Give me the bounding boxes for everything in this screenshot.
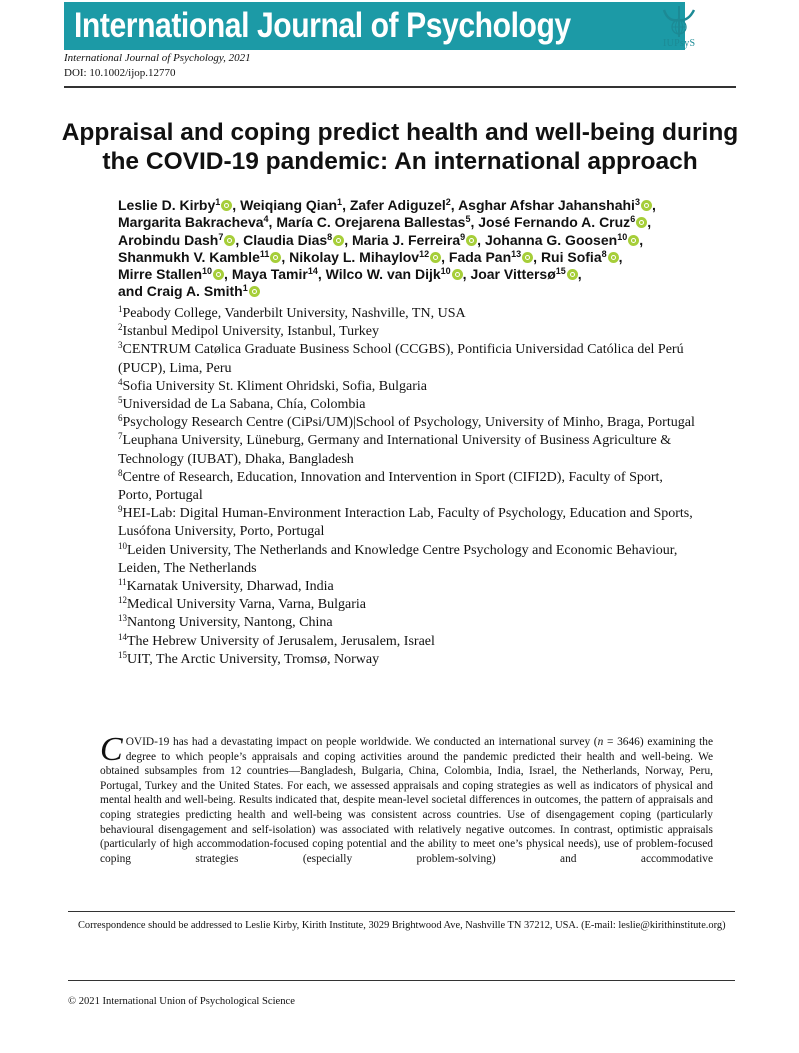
affiliation (118, 432, 698, 468)
affiliation-text: Psychology Research Centre (CiPsi/UM)|School of Psychology, University of Minho, Braga, Portugal (122, 415, 695, 431)
orcid-icon[interactable] (641, 200, 652, 211)
author-name: Margarita Bakracheva (118, 214, 264, 231)
author-affiliation-number: 5 (465, 214, 471, 225)
author-name: Joar Vittersø (470, 266, 556, 283)
author-affiliation-number: 10 (617, 231, 628, 242)
affiliation (118, 578, 698, 596)
author-name: Arobindu Dash (118, 231, 219, 248)
affiliation-text: Peabody College, Vanderbilt University, Nashville, TN, USA (122, 306, 466, 321)
orcid-icon[interactable] (466, 235, 477, 246)
logo-text: IUPsyS (663, 38, 696, 49)
author-name: José Fernando A. Cruz (478, 214, 631, 231)
author-affiliation-number: 11 (259, 248, 270, 259)
affiliation-text: CENTRUM Catølica Graduate Business School (CCGBS), Pontificia Universidad Católica del Perú (PUCP), Lima, Peru (118, 342, 684, 376)
author (350, 197, 458, 213)
affiliation-number: 12 (118, 595, 127, 606)
affiliation-text: Nantong University, Nantong, China (127, 615, 333, 631)
author-affiliation-number: 2 (445, 197, 451, 207)
author (118, 266, 232, 282)
affiliation (118, 469, 698, 505)
author-affiliation-number: 10 (202, 266, 213, 277)
author-name: Asghar Afshar Jahanshahi (458, 197, 635, 213)
author (326, 266, 471, 282)
author-name: Shanmukh V. Kamble (118, 248, 260, 265)
author (243, 232, 352, 248)
orcid-icon[interactable] (567, 269, 578, 280)
author (470, 266, 581, 282)
doi[interactable]: DOI: 10.1002/ijop.12770 (64, 67, 176, 79)
author (118, 214, 276, 230)
author (289, 249, 449, 265)
author-separator: , (344, 231, 352, 248)
affiliation-text: UIT, The Arctic University, Tromsø, Norway (127, 651, 380, 667)
author (352, 232, 485, 248)
affiliation (118, 378, 698, 396)
author-separator: , (577, 266, 582, 283)
abstract-dropcap: C (100, 731, 123, 768)
affiliation (118, 633, 698, 651)
journal-banner-title: International Journal of Psychology (74, 6, 571, 45)
author-separator: , (639, 231, 644, 248)
author (118, 249, 289, 265)
author (276, 214, 478, 230)
affiliation-number: 11 (118, 577, 127, 588)
author-prefix: and (118, 283, 147, 300)
affiliation (118, 323, 698, 341)
author (232, 266, 326, 282)
abstract (100, 731, 713, 866)
affiliation (118, 505, 698, 541)
author-name: Maria J. Ferreira (351, 231, 461, 248)
orcid-icon[interactable] (221, 200, 232, 211)
orcid-icon[interactable] (224, 235, 235, 246)
affiliation-text: The Hebrew University of Jerusalem, Jerusalem, Israel (127, 633, 435, 649)
author (240, 197, 350, 213)
abstract-text-start: OVID-19 has had a devastating impact on people worldwide. We conducted an international survey ( (125, 736, 598, 748)
author-name: Leslie D. Kirby (118, 197, 216, 213)
footer-divider (68, 980, 735, 981)
author-separator: , (235, 231, 244, 248)
journal-citation: International Journal of Psychology, 2021 (64, 52, 251, 64)
affiliation (118, 614, 698, 632)
affiliation (118, 414, 698, 432)
affiliation-text: Leiden University, The Netherlands and Knowledge Centre Psychology and Economic Behaviour, Leiden, The Netherlands (118, 542, 678, 576)
affiliation-number: 14 (118, 631, 127, 642)
author-affiliation-number: 10 (440, 266, 451, 277)
affiliation-number: 3 (118, 340, 123, 351)
author (118, 283, 260, 299)
author-separator: , (441, 248, 449, 265)
author-separator: , (470, 214, 479, 231)
orcid-icon[interactable] (608, 252, 619, 263)
affiliation (118, 542, 698, 578)
author (541, 249, 623, 265)
affiliation (118, 596, 698, 614)
author-separator: , (232, 197, 241, 213)
author-separator: , (647, 214, 652, 231)
header-divider (64, 86, 736, 88)
author-name: Rui Sofia (540, 248, 602, 265)
affiliation-number: 1 (118, 304, 123, 314)
author-affiliation-number: 8 (327, 231, 333, 242)
correspondence-footnote: Correspondence should be addressed to Leslie Kirby, Kirith Institute, 3029 Brightwood Ave, Nashville TN 37212, USA. (E-mail: leslie@kirithinstitute.org) (78, 920, 726, 931)
author-affiliation-number: 15 (555, 266, 566, 277)
affiliation-number: 13 (118, 613, 127, 624)
author-separator: , (618, 248, 623, 265)
author-separator: , (450, 197, 459, 213)
affiliation-number: 10 (118, 540, 127, 551)
author-name: Zafer Adiguzel (349, 197, 446, 213)
orcid-icon[interactable] (430, 252, 441, 263)
author-separator: , (342, 197, 350, 213)
copyright: © 2021 International Union of Psychological Science (68, 996, 295, 1007)
affiliation-number: 6 (118, 413, 123, 424)
orcid-icon[interactable] (452, 269, 463, 280)
author-name: Maya Tamir (231, 266, 308, 283)
author-separator: , (477, 231, 485, 248)
affiliation-text: Sofia University St. Kliment Ohridski, Sofia, Bulgaria (122, 378, 427, 394)
author-affiliation-number: 1 (337, 197, 343, 207)
author-name: Fada Pan (448, 248, 512, 265)
author-name: Nikolay L. Mihaylov (289, 248, 420, 265)
affiliation-text: Medical University Varna, Varna, Bulgaria (127, 597, 366, 613)
affiliation-text: Leuphana University, Lüneburg, Germany and International University of Business Agriculture & Technology (IUBAT), Dhaka, Bangladesh (118, 433, 672, 467)
orcid-icon[interactable] (628, 235, 639, 246)
author-name: Mirre Stallen (118, 266, 203, 283)
orcid-icon[interactable] (270, 252, 281, 263)
affiliation (118, 651, 698, 669)
abstract-text-rest: = 3646) examining the degree to which people’s appraisals and coping activities around the pandemic predicted their health and well-being. We obtained subsamples from 12 countries—Bangladesh, Bulgaria, China, Colombia, India, Israel, the Netherlands, Norway, Peru, Portugal, Turkey and the United States. For each, we assessed appraisals and coping strategies as well as indicators of physical and mental health and well-being. Results indicated that, despite mean-level societal differences in outcomes, the pattern of appraisals and coping strategies predicting health and well-being was consistent across countries. Use of disengagement coping (particularly behavioural disengagement and self-isolation) was associated with relatively negative outcomes. In contrast, optimistic appraisals (particularly of high accommodation-focused coping potential and the ability to meet one’s physical needs), use of problem-focused coping strategies (especially problem-solving) and accommodative (100, 736, 713, 865)
author-affiliation-number: 7 (218, 231, 224, 242)
orcid-icon[interactable] (249, 286, 260, 297)
author-separator: , (651, 197, 656, 213)
affiliation-number: 8 (118, 467, 123, 478)
affiliation (118, 396, 698, 414)
author-affiliation-number: 1 (242, 283, 248, 294)
author-name: Claudia Dias (243, 231, 328, 248)
orcid-icon[interactable] (636, 217, 647, 228)
affiliation (118, 341, 698, 377)
author-separator: , (533, 248, 541, 265)
author (458, 197, 656, 213)
affiliation-text: Karnatak University, Dharwad, India (126, 579, 334, 595)
title-line-2: the COVID-19 pandemic: An international approach (102, 148, 698, 175)
affiliation-text: Universidad de La Sabana, Chía, Colombia (122, 397, 366, 413)
affiliation-text: Centre of Research, Education, Innovation and Intervention in Sport (CIFI2D), Faculty of Sport, Porto, Portugal (118, 469, 663, 504)
abstract-n-symbol: n (597, 736, 604, 748)
author-separator: , (462, 266, 471, 283)
author (449, 249, 541, 265)
author-affiliation-number: 14 (307, 266, 318, 277)
author-affiliation-number: 9 (460, 231, 466, 242)
orcid-icon[interactable] (522, 252, 533, 263)
affiliation-list (118, 305, 698, 669)
author-name: Wilco W. van Dijk (325, 266, 441, 283)
author-name: Johanna G. Goosen (484, 231, 618, 248)
iupsys-emblem-icon (658, 4, 700, 38)
title-line-1: Appraisal and coping predict health and well-being during (61, 119, 739, 146)
author-affiliation-number: 4 (263, 214, 269, 225)
footnote-divider (68, 911, 735, 912)
affiliation-text: HEI-Lab: Digital Human-Environment Interaction Lab, Faculty of Psychology, Education and Sports, Lusófona University, Porto, Portugal (118, 506, 693, 540)
author-name: Weiqiang Qian (240, 197, 338, 213)
affiliation-text: Istanbul Medipol University, Istanbul, Turkey (122, 324, 380, 340)
affiliation-number: 9 (118, 504, 123, 515)
orcid-icon[interactable] (213, 269, 224, 280)
author-affiliation-number: 1 (215, 197, 221, 207)
affiliation-number: 4 (118, 376, 123, 387)
author-affiliation-number: 13 (511, 248, 522, 259)
author-name: María C. Orejarena Ballestas (276, 214, 466, 231)
author-separator: , (268, 214, 277, 231)
author-affiliation-number: 8 (601, 248, 607, 259)
author-list (118, 197, 698, 301)
affiliation-number: 2 (118, 322, 123, 333)
affiliation (118, 305, 698, 323)
author-affiliation-number: 6 (630, 214, 636, 225)
author-name: Craig A. Smith (146, 283, 243, 300)
author-separator: , (224, 266, 232, 283)
author-affiliation-number: 3 (634, 197, 640, 207)
article-title (60, 118, 740, 176)
affiliation-number: 5 (118, 395, 123, 406)
author (118, 232, 243, 248)
affiliation-number: 15 (118, 649, 127, 660)
iupsys-logo (654, 4, 704, 52)
author-separator: , (281, 248, 290, 265)
affiliation-number: 7 (118, 431, 123, 442)
author (118, 197, 240, 213)
journal-banner (64, 2, 685, 50)
author (485, 232, 643, 248)
author-affiliation-number: 12 (419, 248, 430, 259)
author (478, 214, 651, 230)
orcid-icon[interactable] (333, 235, 344, 246)
author-separator: , (317, 266, 326, 283)
